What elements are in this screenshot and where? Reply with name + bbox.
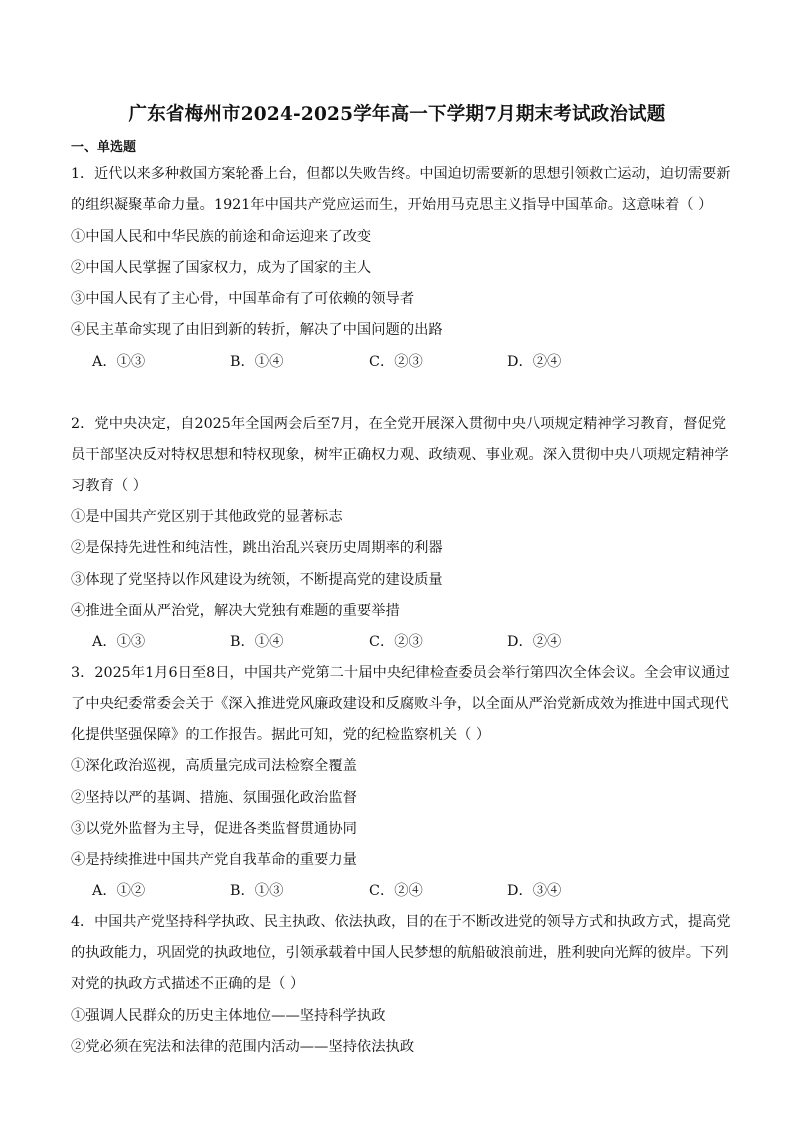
question-3-statement-2: ②坚持以严的基调、措施、氛围强化政治监督 [71, 790, 357, 806]
question-3-line-2: 了中央纪委常委会关于《深入推进党风廉政建设和反腐败斗争，以全面从严治党新成效为推进中国式现代 [71, 696, 729, 712]
question-2-option-b: B．①④ [230, 634, 284, 650]
question-3-option-c: C．②④ [369, 883, 423, 899]
question-2-line-1: 2．党中央决定，自2025年全国两会后至7月，在全党开展深入贯彻中央八项规定精神学习教育，督促党 [71, 416, 727, 432]
question-1-option-a: A．①③ [92, 354, 146, 370]
question-2-statement-1: ①是中国共产党区别于其他政党的显著标志 [71, 509, 343, 525]
question-3-option-d: D．③④ [507, 883, 562, 899]
question-2-option-a: A．①③ [92, 634, 146, 650]
question-2-statement-4: ④推进全面从严治党，解决大党独有难题的重要举措 [71, 603, 400, 619]
question-4-line-1: 4．中国共产党坚持科学执政、民主执政、依法执政，目的在于不断改进党的领导方式和执政方式，提高党 [71, 914, 731, 930]
question-3-line-1: 3．2025年1月6日至8日，中国共产党第二十届中央纪律检查委员会举行第四次全体会议。全会审议通过 [71, 665, 730, 681]
question-2-statement-3: ③体现了党坚持以作风建设为统领，不断提高党的建设质量 [71, 572, 443, 588]
page-title: 广东省梅州市2024-2025学年高一下学期7月期末考试政治试题 [128, 104, 666, 125]
question-3-option-a: A．①② [92, 883, 146, 899]
question-2-option-d: D．②④ [507, 634, 562, 650]
question-1-option-b: B．①④ [230, 354, 284, 370]
question-2-line-3: 习教育（ ） [71, 478, 148, 494]
question-1-statement-2: ②中国人民掌握了国家权力，成为了国家的主人 [71, 260, 372, 276]
question-4-statement-2: ②党必须在宪法和法律的范围内活动——坚持依法执政 [71, 1039, 415, 1055]
question-3-statement-1: ①深化政治巡视，高质量完成司法检察全覆盖 [71, 758, 357, 774]
question-3-option-b: B．①③ [230, 883, 284, 899]
question-1-option-d: D．②④ [507, 354, 562, 370]
question-1-line-1: 1．近代以来多种救国方案轮番上台，但都以失败告终。中国迫切需要新的思想引领救亡运动，迫切需要新 [71, 166, 731, 182]
question-1-option-c: C．②③ [369, 354, 423, 370]
question-3-statement-3: ③以党外监督为主导，促进各类监督贯通协同 [71, 821, 357, 837]
question-1-line-2: 的组织凝聚革命力量。1921年中国共产党应运而生，开始用马克思主义指导中国革命。这意味着（ ） [71, 197, 713, 213]
question-3-line-3: 化提供坚强保障》的工作报告。据此可知，党的纪检监察机关（ ） [71, 727, 491, 743]
question-1-statement-1: ①中国人民和中华民族的前途和命运迎来了改变 [71, 229, 372, 245]
question-2-line-2: 员干部坚决反对特权思想和特权现象，树牢正确权力观、政绩观、事业观。深入贯彻中央八项规定精神学 [71, 447, 729, 463]
question-3-statement-4: ④是持续推进中国共产党自我革命的重要力量 [71, 852, 357, 868]
question-4-statement-1: ①强调人民群众的历史主体地位——坚持科学执政 [71, 1008, 386, 1024]
question-2-option-c: C．②③ [369, 634, 423, 650]
section-heading: 一、单选题 [71, 140, 137, 155]
question-2-statement-2: ②是保持先进性和纯洁性，跳出治乱兴衰历史周期率的利器 [71, 540, 443, 556]
question-4-line-2: 的执政能力，巩固党的执政地位，引领承载着中国人民梦想的航船破浪前进，胜利驶向光辉的彼岸。下列 [71, 945, 729, 961]
question-1-statement-4: ④民主革命实现了由旧到新的转折，解决了中国问题的出路 [71, 322, 443, 338]
question-1-statement-3: ③中国人民有了主心骨，中国革命有了可依赖的领导者 [71, 291, 415, 307]
question-4-line-3: 对党的执政方式描述不正确的是（ ） [71, 976, 305, 992]
